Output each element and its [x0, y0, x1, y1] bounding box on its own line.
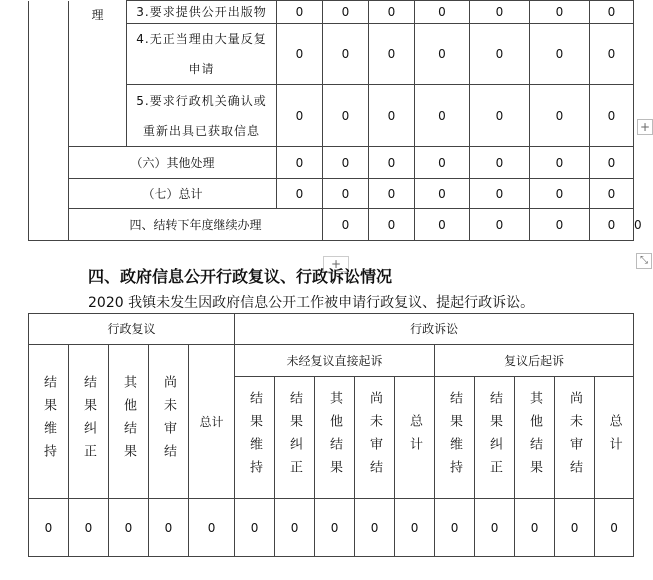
cell-value: 0	[323, 209, 369, 241]
add-column-handle[interactable]: +	[323, 256, 349, 272]
cell-value: 0	[323, 147, 369, 179]
col-label: 其他结果	[527, 390, 543, 483]
col-label: 总计	[407, 413, 423, 460]
col-header: 总计	[189, 345, 235, 499]
row-label: （七）总计	[69, 179, 277, 209]
row-label: 5.要求行政机关确认或重新出具已获取信息	[127, 85, 277, 147]
col-label: 结果维持	[447, 390, 463, 483]
col-header	[355, 377, 395, 499]
col-label: 结果维持	[41, 374, 56, 467]
cell-value: 0	[530, 24, 590, 85]
outer-category-cell	[29, 1, 69, 241]
cell-value: 0	[323, 1, 369, 24]
cell-value: 0	[590, 147, 634, 179]
row-label: 四、结转下年度继续办理	[69, 209, 323, 241]
cell-value: 0	[369, 147, 415, 179]
row-label: 4.无正当理由大量反复申请	[127, 24, 277, 85]
cell-value: 0	[590, 1, 634, 24]
cell-value: 0	[595, 499, 634, 557]
cell-value: 0	[369, 1, 415, 24]
cell-value: 0	[323, 24, 369, 85]
cell-value: 0	[470, 24, 530, 85]
add-row-handle[interactable]: +	[637, 119, 653, 135]
col-header	[29, 345, 69, 499]
cell-value: 0	[415, 85, 470, 147]
table-resize-handle[interactable]: ⤡	[636, 253, 652, 269]
cell-value: 0	[470, 179, 530, 209]
header-administrative-litigation: 行政诉讼	[235, 314, 634, 345]
row-label: 3.要求提供公开出版物	[127, 1, 277, 24]
cell-value: 0	[590, 209, 634, 241]
col-header	[275, 377, 315, 499]
col-header	[69, 345, 109, 499]
col-label: 其他结果	[327, 390, 343, 483]
cell-value: 0	[369, 179, 415, 209]
col-label: 结果纠正	[487, 390, 503, 483]
col-header	[475, 377, 515, 499]
request-handling-table: 理 3.要求提供公开出版物 0 0 0 0 0 0 0 4.无正当理由大量反复申请 0 0 0 0 0 0 0 5.要求行政机关确认或重新出具已获取信息 0 0 0 0 0 0 0 （六）其他处理 0 0 0 0 0 0 0 （七）总计 0 0 0 0 0 0 0 四、结转下年度继续办理 0 0 0 0 0 0 0	[28, 0, 634, 241]
col-header	[109, 345, 149, 499]
cell-value: 0	[555, 499, 595, 557]
cell-value: 0	[435, 499, 475, 557]
col-label: 其他结果	[121, 374, 136, 467]
cell-value: 0	[590, 179, 634, 209]
header-administrative-review: 行政复议	[29, 314, 235, 345]
cell-value: 0	[369, 209, 415, 241]
cell-value: 0	[315, 499, 355, 557]
cell-value: 0	[369, 24, 415, 85]
cell-value: 0	[29, 499, 69, 557]
category-label: 理	[69, 1, 127, 147]
cell-value: 0	[355, 499, 395, 557]
col-header	[235, 377, 275, 499]
cell-value: 0	[109, 499, 149, 557]
row-label: （六）其他处理	[69, 147, 277, 179]
header-direct-suit: 未经复议直接起诉	[235, 345, 435, 377]
cell-value: 0	[470, 1, 530, 24]
cell-value: 0	[530, 147, 590, 179]
cell-value: 0	[415, 147, 470, 179]
col-label: 尚未审结	[161, 374, 176, 467]
cell-value: 0	[323, 179, 369, 209]
col-label: 总计	[606, 413, 622, 460]
cell-value: 0	[235, 499, 275, 557]
col-header	[435, 377, 475, 499]
cell-value: 0	[149, 499, 189, 557]
cell-value: 0	[415, 179, 470, 209]
cell-value: 0	[530, 85, 590, 147]
cell-value: 0	[277, 179, 323, 209]
header-suit-after-review: 复议后起诉	[435, 345, 634, 377]
cell-value: 0	[415, 209, 470, 241]
cell-value: 0	[475, 499, 515, 557]
cell-value: 0	[277, 147, 323, 179]
col-label: 尚未审结	[367, 390, 383, 483]
cell-value: 0	[369, 85, 415, 147]
col-header	[595, 377, 634, 499]
cell-value: 0	[470, 209, 530, 241]
cell-value: 0	[277, 24, 323, 85]
col-header	[149, 345, 189, 499]
cell-value: 0	[515, 499, 555, 557]
cell-value: 0	[530, 179, 590, 209]
cell-value: 0	[189, 499, 235, 557]
review-litigation-table	[28, 313, 634, 557]
cell-value: 0	[277, 85, 323, 147]
cell-value: 0	[395, 499, 435, 557]
cell-value: 0	[470, 147, 530, 179]
col-header	[555, 377, 595, 499]
col-header	[315, 377, 355, 499]
col-header	[515, 377, 555, 499]
cell-value: 0	[590, 85, 634, 147]
cell-value: 0	[277, 1, 323, 24]
col-label: 结果纠正	[287, 390, 303, 483]
section-heading: 四、政府信息公开行政复议、行政诉讼情况	[88, 267, 393, 286]
cell-value: 0	[415, 1, 470, 24]
cell-value: 0	[530, 209, 590, 241]
col-label: 结果维持	[247, 390, 263, 483]
cell-value: 0	[530, 1, 590, 24]
col-label: 结果纠正	[81, 374, 96, 467]
col-header	[395, 377, 435, 499]
cell-value: 0	[470, 85, 530, 147]
cell-value: 0	[69, 499, 109, 557]
cell-value: 0	[275, 499, 315, 557]
col-label: 尚未审结	[567, 390, 583, 483]
cell-value: 0	[415, 24, 470, 85]
cell-value: 0	[590, 24, 634, 85]
section-paragraph: 2020 我镇未发生因政府信息公开工作被申请行政复议、提起行政诉讼。	[88, 295, 535, 311]
cell-value: 0	[323, 85, 369, 147]
